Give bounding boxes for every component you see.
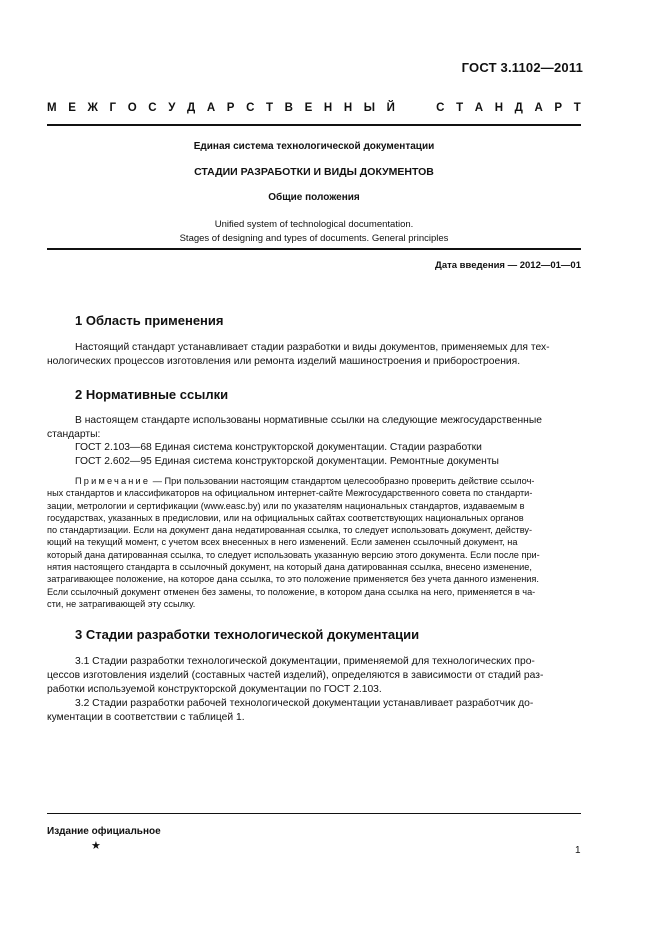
- system-title: Единая система технологической документации: [193, 141, 435, 152]
- section-heading: 3 Стадии разработки технологической документации: [75, 627, 420, 642]
- standard-banner: [47, 102, 581, 114]
- note-line: Если ссылочный документ отменен без замены, то положение, в котором дана ссылка на него, применяется в ча-: [47, 586, 536, 597]
- banner-letter: Ы: [363, 102, 376, 114]
- paragraph-line: [47, 655, 581, 669]
- banner-letter: Г: [109, 102, 117, 114]
- note-line: нятия настоящего стандарта в ссылочный документ, на который дана датированная ссылка, внесено изменение,: [47, 562, 532, 573]
- banner-letter: Й: [386, 102, 395, 114]
- paragraph-line: [47, 697, 581, 711]
- banner-letter: В: [284, 102, 293, 114]
- text: 3.2 Стадии разработки рабочей технологической документации устанавливает разработчик до-: [75, 698, 534, 709]
- note-line: по стандартизации. Если на документ дана недатированная ссылка, то следует использовать документ, действу-: [47, 525, 533, 536]
- note-line: сти, не затрагивающей эту ссылку.: [47, 598, 196, 609]
- banner-letter: С: [148, 102, 157, 114]
- banner-letter: У: [168, 102, 176, 114]
- note-label: Примечание: [75, 476, 151, 486]
- section-heading: 1 Область применения: [75, 313, 224, 328]
- banner-letter: А: [474, 102, 484, 114]
- banner-letter: Р: [226, 102, 235, 114]
- paragraph-line: кументации в соответствии с таблицей 1.: [47, 712, 245, 723]
- note-line: ющий на текущий момент, с учетом всех внесенных в него изменений. Если заменен ссылочный документ, на: [47, 537, 518, 548]
- banner-letter: А: [534, 102, 543, 114]
- banner-letter: Д: [514, 102, 523, 114]
- text: В настоящем стандарте использованы нормативные ссылки на следующие межгосударственные: [75, 415, 542, 426]
- note-line: затрагивающее положение, на которое дана ссылка, то это положение применяется без учета данного изменения.: [47, 574, 539, 585]
- banner-letter: М: [47, 102, 57, 114]
- banner-letter: Е: [68, 102, 76, 114]
- paragraph-line: нологических процессов изготовления или ремонта изделий машиностроения и приборостроения.: [47, 356, 521, 367]
- banner-letter: Р: [554, 102, 563, 114]
- section-heading: 2 Нормативные ссылки: [75, 387, 229, 402]
- note-line: зации, метрологии и сертификации (www.easc.by) или по указателям национальных стандартов, издаваемым в: [47, 500, 525, 511]
- note-line: ных стандартов и классификаторов на официальном интернет-сайте Межгосударственного совета по стандарти-: [47, 488, 533, 499]
- banner-letter: А: [206, 102, 216, 114]
- paragraph: [47, 341, 581, 369]
- paragraph-line: [47, 414, 581, 428]
- paragraph-line: работки используемой конструкторской документации по ГОСТ 2.103.: [47, 684, 382, 695]
- banner-letter: Н: [494, 102, 504, 114]
- text: 3.1 Стадии разработки технологической документации, применяемой для технологических про-: [75, 656, 535, 667]
- banner-letter: Т: [573, 102, 581, 114]
- banner-letter: Т: [456, 102, 464, 114]
- paragraph-line: стандарты:: [47, 429, 101, 440]
- page-number: 1: [575, 845, 581, 856]
- star-icon: ★: [91, 840, 101, 852]
- header-rule: [47, 124, 581, 126]
- banner-letter: Т: [266, 102, 274, 114]
- paragraph-line: [47, 341, 581, 355]
- banner-letter: Н: [343, 102, 353, 114]
- title-rule: [47, 248, 581, 250]
- footer-rule: [47, 813, 581, 814]
- document-title: СТАДИИ РАЗРАБОТКИ И ВИДЫ ДОКУМЕНТОВ: [194, 166, 434, 178]
- english-title-line: Unified system of technological documentation.: [214, 219, 414, 230]
- english-title: [47, 218, 581, 246]
- banner-letter: С: [436, 102, 445, 114]
- banner-letter: С: [246, 102, 255, 114]
- banner-letter: Н: [323, 102, 333, 114]
- paragraph: [47, 655, 581, 725]
- paragraph-line: цессов изготовления изделий (составных частей изделий), определяются в зависимости от стадий раз-: [47, 670, 544, 681]
- banner-letter: Д: [187, 102, 196, 114]
- edition-label: Издание официальное: [47, 826, 161, 837]
- paragraph: [47, 414, 581, 442]
- banner-letter: Ж: [87, 102, 98, 114]
- banner-letter: О: [127, 102, 137, 114]
- note-block: [47, 475, 581, 610]
- document-subtitle: Общие положения: [268, 192, 360, 203]
- normative-reference: ГОСТ 2.103—68 Единая система конструкторской документации. Стадии разработки: [75, 442, 482, 453]
- introduction-date: Дата введения — 2012—01—01: [435, 260, 581, 271]
- note-line: [47, 475, 581, 487]
- document-code: ГОСТ 3.1102—2011: [461, 60, 583, 75]
- normative-reference: ГОСТ 2.602—95 Единая система конструкторской документации. Ремонтные документы: [75, 456, 499, 467]
- text: — При пользовании настоящим стандартом целесообразно проверить действие ссылоч-: [150, 476, 535, 486]
- note-line: который дана датированная ссылка, то следует использовать указанную версию этого документа. Если после при-: [47, 549, 540, 560]
- english-title-line: Stages of designing and types of documents. General principles: [179, 233, 449, 244]
- text: Настоящий стандарт устанавливает стадии разработки и виды документов, применяемых для тех-: [75, 342, 550, 353]
- banner-letter: Е: [304, 102, 313, 114]
- note-line: государствах, указанных в предисловии, или на официальных сайтах соответствующих национальных органов: [47, 512, 524, 523]
